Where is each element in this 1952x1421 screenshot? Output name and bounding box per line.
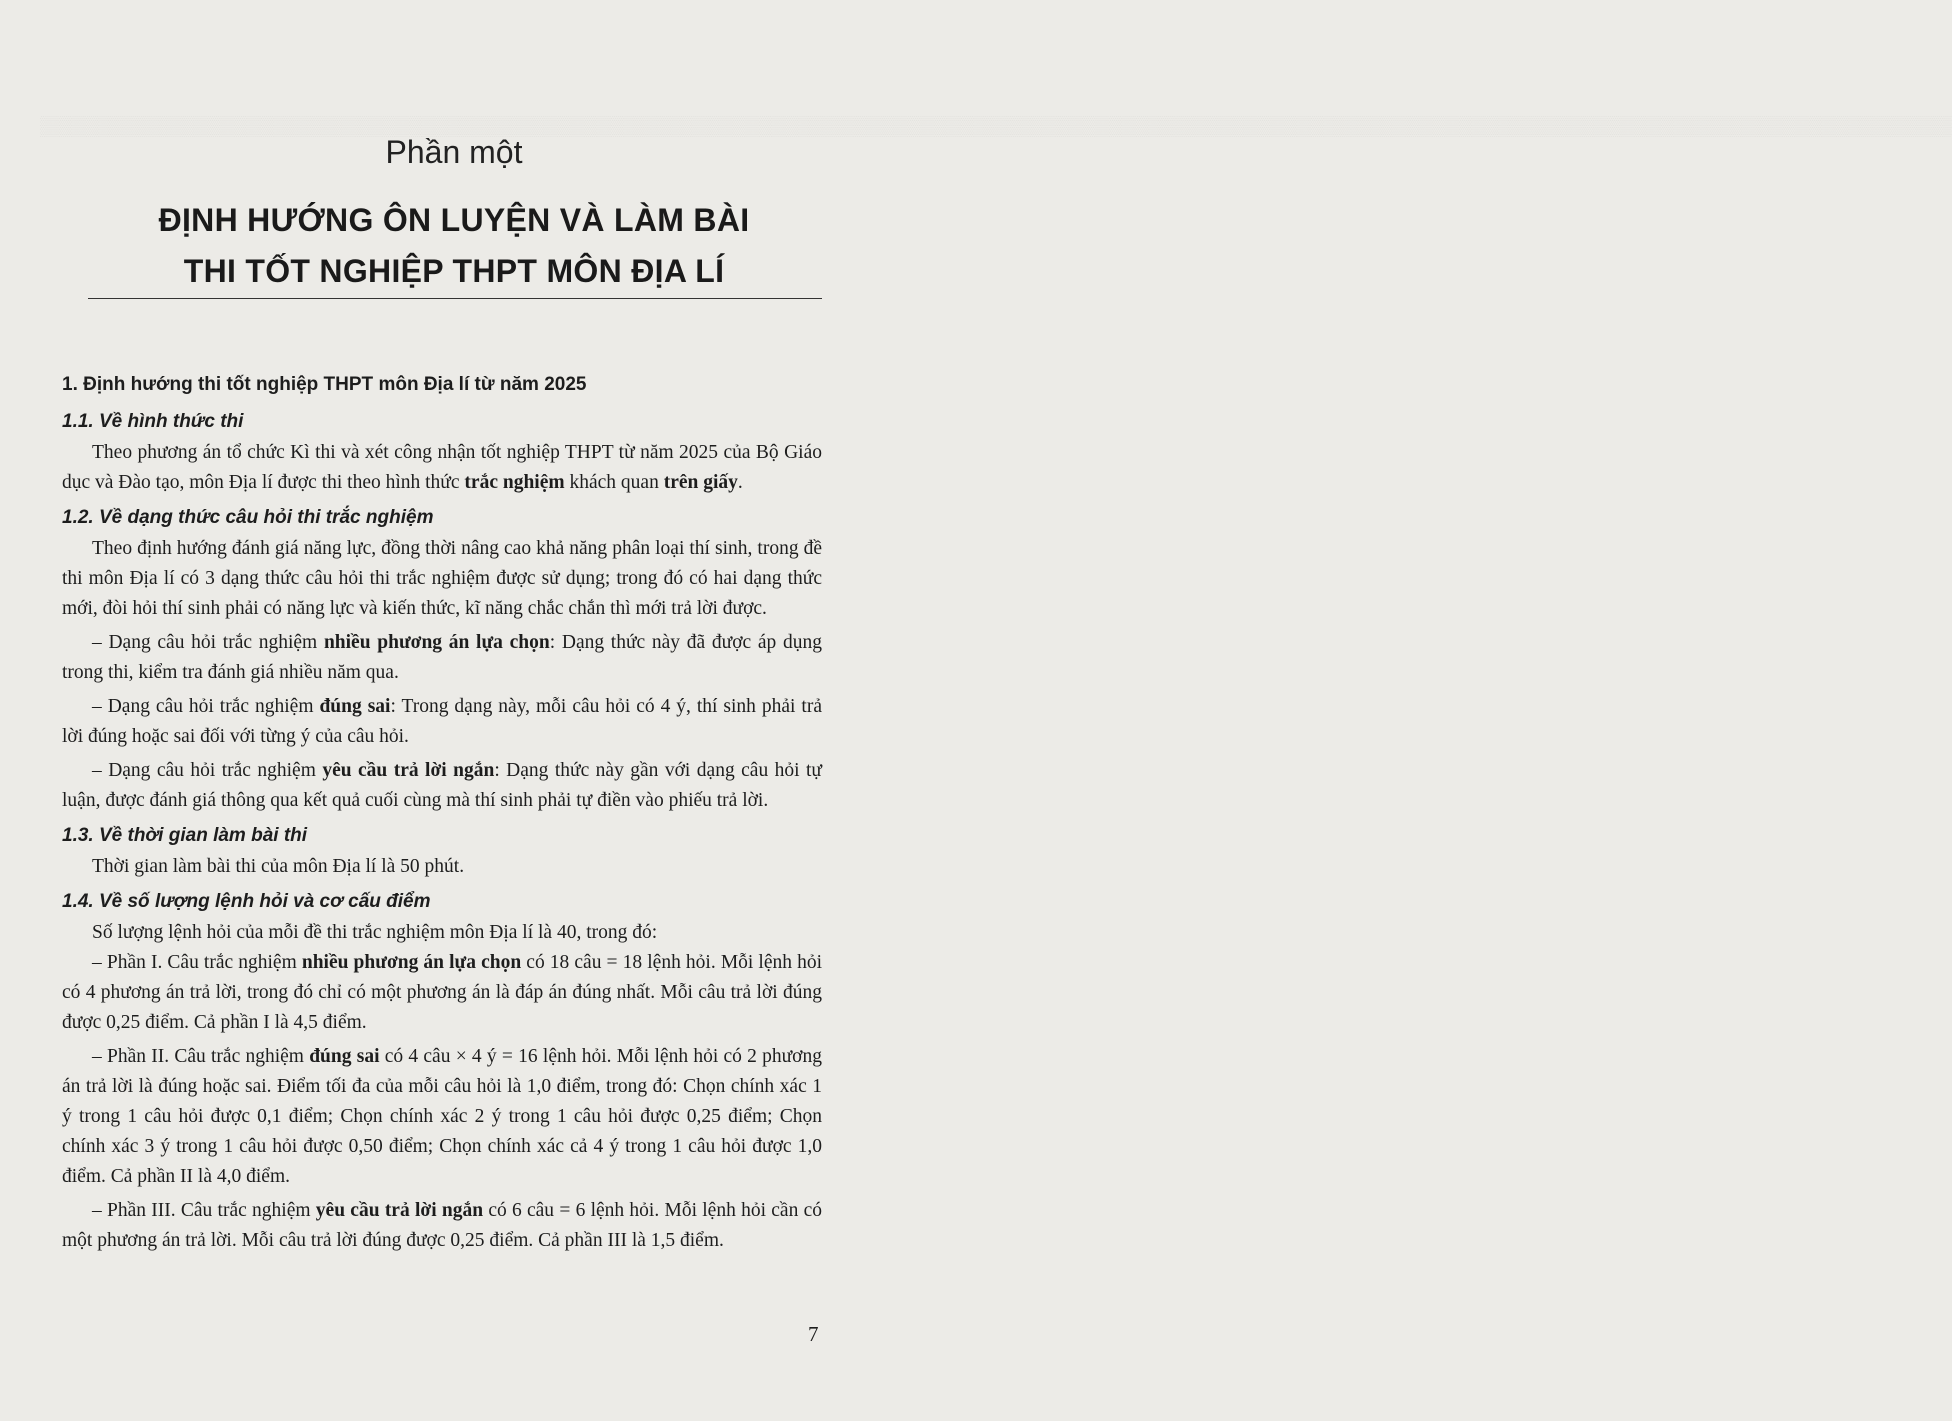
- section-1-2-heading: 1.2. Về dạng thức câu hỏi thi trắc nghiệm: [62, 507, 434, 528]
- section-1-heading: 1. Định hướng thi tốt nghiệp THPT môn Địa lí từ năm 2025: [62, 374, 587, 395]
- section-1-1-paragraph: Theo phương án tổ chức Kì thi và xét công nhận tốt nghiệp THPT từ năm 2025 của Bộ Giáo dục và Đào tạo, môn Địa lí được thi theo hình thức trắc nghiệm khách quan trên giấy.: [62, 442, 822, 493]
- part-title: Phần một: [385, 134, 523, 170]
- main-title-line-1: ĐỊNH HƯỚNG ÔN LUYỆN VÀ LÀM BÀI: [158, 202, 750, 238]
- main-title: [0, 195, 908, 297]
- page-body: [62, 370, 822, 1260]
- section-1-4-intro: Số lượng lệnh hỏi của mỗi đề thi trắc nghiệm môn Địa lí là 40, trong đó:: [92, 922, 658, 943]
- section-1-3-heading: 1.3. Về thời gian làm bài thi: [62, 825, 308, 846]
- page-number: 7: [808, 1322, 819, 1346]
- section-1-2-bullet-2: – Dạng câu hỏi trắc nghiệm đúng sai: Trong dạng này, mỗi câu hỏi có 4 ý, thí sinh phải trả lời đúng hoặc sai đối với từng ý của câu hỏi.: [62, 696, 822, 747]
- section-1-3-paragraph: Thời gian làm bài thi của môn Địa lí là 50 phút.: [92, 856, 465, 877]
- title-divider: [88, 298, 822, 299]
- section-1-4-heading: 1.4. Về số lượng lệnh hỏi và cơ cấu điểm: [62, 891, 431, 912]
- section-1-4-bullet-3: – Phần III. Câu trắc nghiệm yêu cầu trả lời ngắn có 6 câu = 6 lệnh hỏi. Mỗi lệnh hỏi cần có một phương án trả lời. Mỗi câu trả lời đúng được 0,25 điểm. Cả phần III là 1,5 điểm.: [62, 1200, 822, 1251]
- section-1-4-bullet-1: – Phần I. Câu trắc nghiệm nhiều phương án lựa chọn có 18 câu = 18 lệnh hỏi. Mỗi lệnh hỏi có 4 phương án trả lời, trong đó chỉ có một phương án là đáp án đúng nhất. Mỗi câu trả lời đúng được 0,25 điểm. Cả phần I là 4,5 điểm.: [62, 952, 823, 1033]
- section-1-2-bullet-1: – Dạng câu hỏi trắc nghiệm nhiều phương án lựa chọn: Dạng thức này đã được áp dụng trong thi, kiểm tra đánh giá nhiều năm qua.: [62, 632, 822, 683]
- section-1-4-bullet-2: – Phần II. Câu trắc nghiệm đúng sai có 4 câu × 4 ý = 16 lệnh hỏi. Mỗi lệnh hỏi có 2 phương án trả lời là đúng hoặc sai. Điểm tối đa của mỗi câu hỏi là 1,0 điểm, trong đó: Chọn chính xác 1 ý trong 1 câu hỏi được 0,1 điểm; Chọn chính xác 2 ý trong 1 câu hỏi được 0,25 điểm; Chọn chính xác 3 ý trong 1 câu hỏi được 0,50 điểm; Chọn chính xác cả 4 ý trong 1 câu hỏi được 1,0 điểm. Cả phần II là 4,0 điểm.: [62, 1046, 822, 1187]
- bleed-through-texture: ▒▒▒▒▒▒▒▒▒▒▒▒▒▒▒▒▒▒▒▒▒▒▒▒▒▒▒▒▒▒▒▒▒▒▒▒▒▒▒▒▒▒▒▒▒▒▒▒▒▒▒▒▒▒▒▒▒▒▒▒▒▒▒▒▒▒▒▒▒▒▒▒▒▒▒▒▒▒▒▒▒▒▒▒▒▒▒▒▒▒▒▒▒▒▒▒▒▒▒▒▒▒▒▒▒▒▒▒▒▒▒▒▒▒▒▒▒▒▒▒▒▒▒▒▒▒▒▒▒▒▒▒▒▒▒▒▒▒▒▒▒▒: [40, 116, 1952, 137]
- section-1-1-heading: 1.1. Về hình thức thi: [62, 411, 244, 432]
- section-1-2-bullet-3: – Dạng câu hỏi trắc nghiệm yêu cầu trả lời ngắn: Dạng thức này gần với dạng câu hỏi tự luận, được đánh giá thông qua kết quả cuối cùng mà thí sinh phải tự điền vào phiếu trả lời.: [62, 760, 822, 811]
- main-title-line-2: THI TỐT NGHIỆP THPT MÔN ĐỊA LÍ: [183, 253, 725, 289]
- section-1-2-intro: Theo định hướng đánh giá năng lực, đồng thời nâng cao khả năng phân loại thí sinh, trong đề thi môn Địa lí có 3 dạng thức câu hỏi thi trắc nghiệm được sử dụng; trong đó có hai dạng thức mới, đòi hỏi thí sinh phải có năng lực và kiến thức, kĩ năng chắc chắn thì mới trả lời được.: [62, 538, 822, 619]
